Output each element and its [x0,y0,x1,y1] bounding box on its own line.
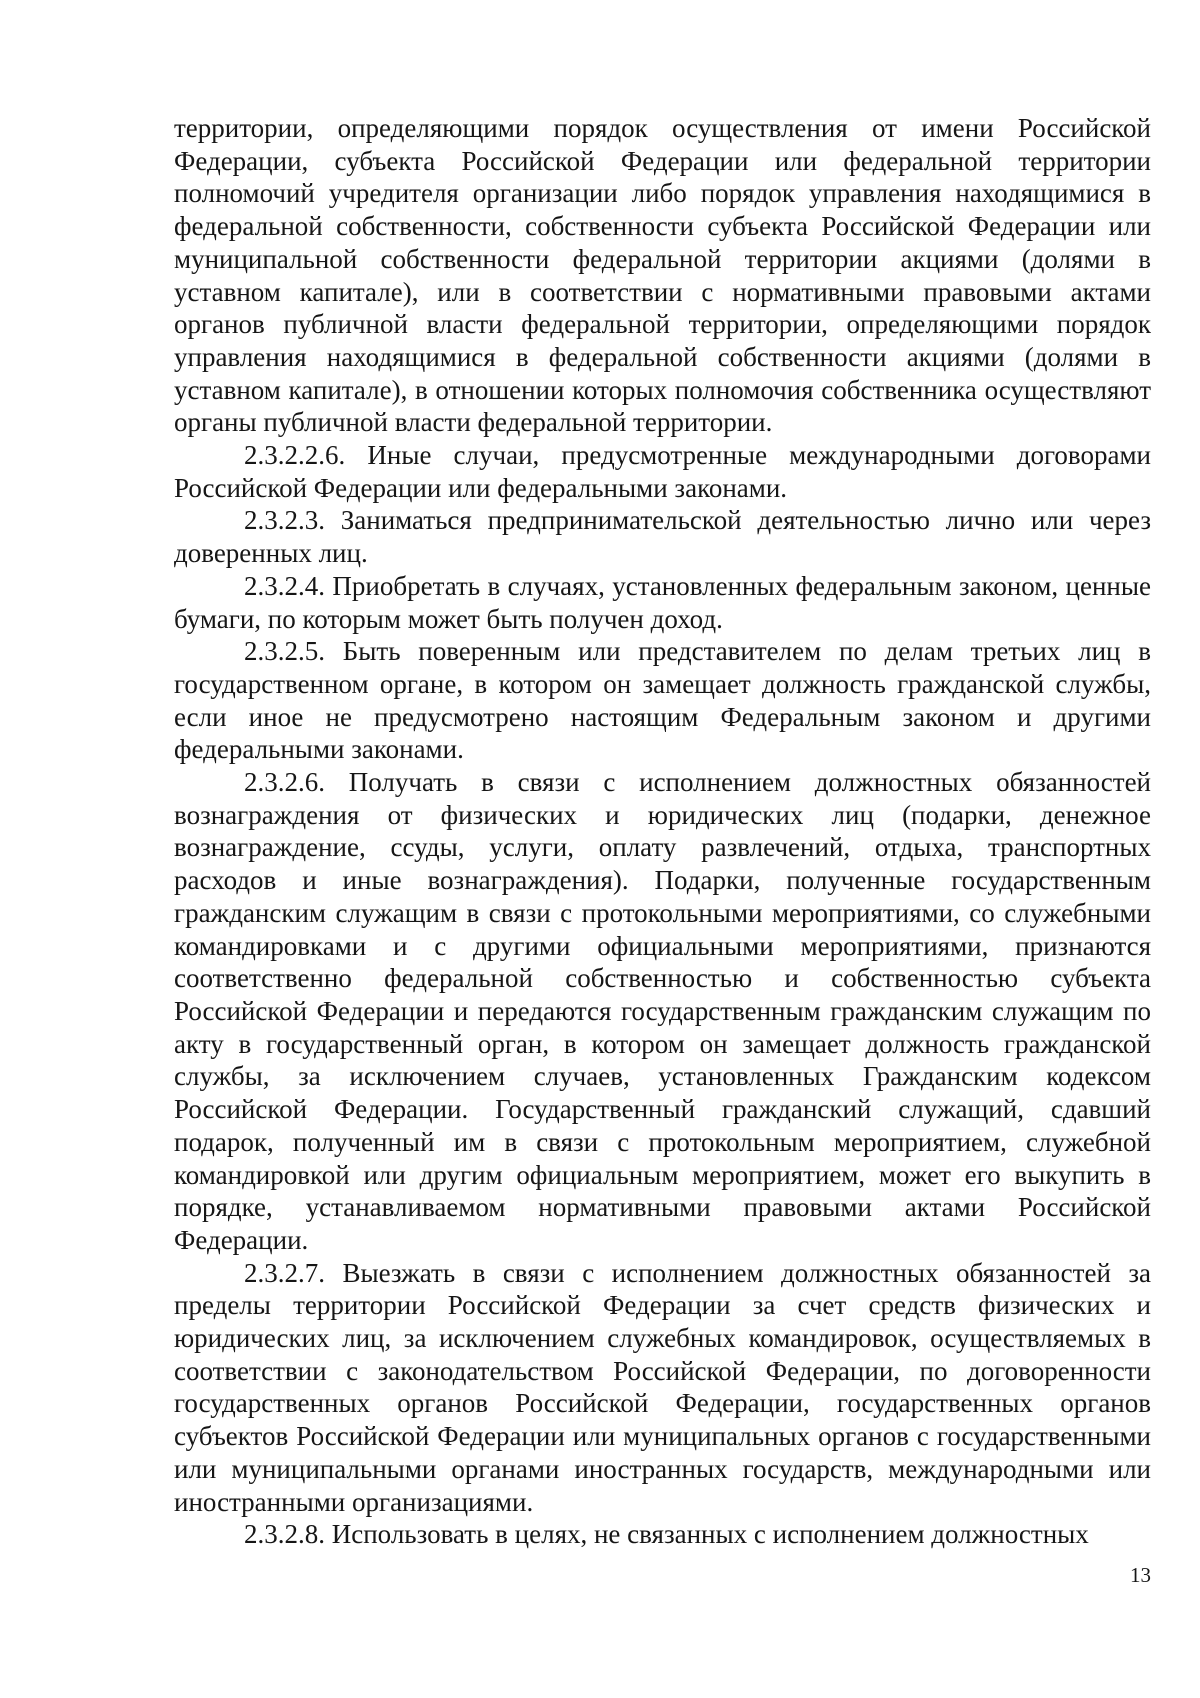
paragraph-2-3-2-2-6: 2.3.2.2.6. Иные случаи, предусмотренные международными договорами Российской Федерации или федеральными законами. [174,440,1151,503]
document-body [174,112,1151,1551]
paragraph-2-3-2-3: 2.3.2.3. Заниматься предпринимательской деятельностью лично или через доверенных лиц. [174,505,1151,569]
paragraph-2-3-2-8: 2.3.2.8. Использовать в целях, не связанных с исполнением должностных [244,1519,1089,1550]
paragraph-2-3-2-6: 2.3.2.6. Получать в связи с исполнением должностных обязанностей вознаграждения от физических и юридических лиц (подарки, денежное вознаграждение, ссуды, услуги, оплату развлечений, отдыха, транспортных расходов и иные вознаграждения). Подарки, полученные государственным гражданским служащим в связи с протокольными мероприятиями, со служебными командировками и с другими официальными мероприятиями, признаются соответственно федеральной собственностью и собственностью субъекта Российской Федерации и передаются государственным гражданским служащим по акту в государственный орган, в котором он замещает должность гражданской службы, за исключением случаев, установленных Гражданским кодексом Российской Федерации. Государственный гражданский служащий, сдавший подарок, полученный им в связи с протокольным мероприятием, служебной командировкой или другим официальным мероприятием, может его выкупить в порядке, устанавливаемом нормативными правовыми актами Российской Федерации. [174,767,1151,1255]
paragraph-2-3-2-4: 2.3.2.4. Приобретать в случаях, установленных федеральным законом, ценные бумаги, по которым может быть получен доход. [174,570,1151,634]
paragraph-2-3-2-5: 2.3.2.5. Быть поверенным или представителем по делам третьих лиц в государственном органе, в котором он замещает должность гражданской службы, если иное не предусмотрено настоящим Федеральным законом и другими федеральными законами. [174,636,1151,765]
paragraph-continuation: территории, определяющими порядок осуществления от имени Российской Федерации, субъекта Российской Федерации или федеральной территории полномочий учредителя организации либо порядок управления находящимися в федеральной собственности, собственности субъекта Российской Федерации или муниципальной собственности федеральной территории акциями (долями в уставном капитале), или в соответствии с нормативными правовыми актами органов публичной власти федеральной территории, определяющими порядок управления находящимися в федеральной собственности акциями (долями в уставном капитале), в отношении которых полномочия собственника осуществляют органы публичной власти федеральной территории. [174,113,1151,438]
page-number: 13 [1130,1563,1151,1587]
paragraph-2-3-2-7: 2.3.2.7. Выезжать в связи с исполнением должностных обязанностей за пределы территории Российской Федерации за счет средств физических и юридических лиц, за исключением служебных командировок, осуществляемых в соответствии с законодательством Российской Федерации, по договоренности государственных органов Российской Федерации, государственных органов субъектов Российской Федерации или муниципальных органов с государственными или муниципальными органами иностранных государств, международными или иностранными организациями. [174,1257,1151,1517]
